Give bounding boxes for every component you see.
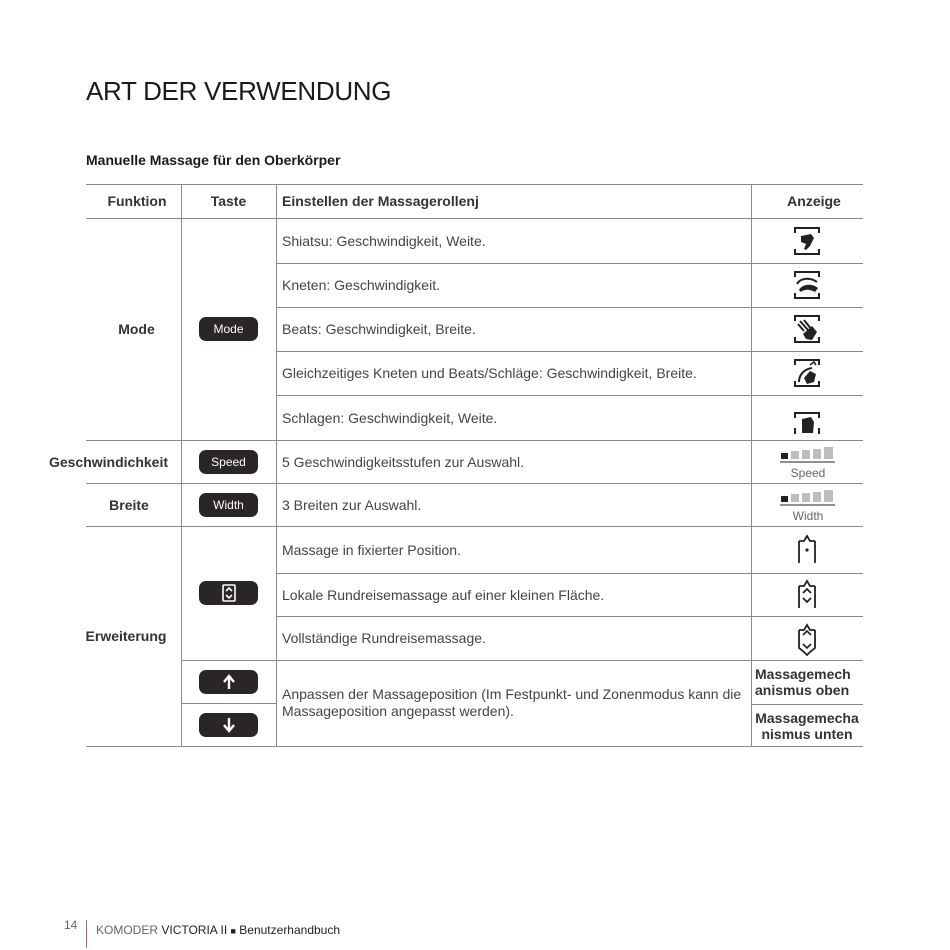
extension-row-local: Lokale Rundreisemassage auf einer kleinen Fläche.: [282, 586, 605, 603]
massage-mechanism-down-label: Massagemecha nismus unten: [755, 710, 859, 742]
speed-level-indicator: [780, 446, 836, 480]
knead-beat-icon: [790, 356, 824, 390]
massage-mechanism-up-label: Massagemech anismus oben: [755, 666, 851, 698]
roundtrip-icon: [220, 583, 238, 603]
function-extension: Erweiterung: [85, 628, 167, 644]
level-bars-icon: [780, 489, 836, 506]
function-width: Breite: [109, 496, 149, 513]
shiatsu-icon: [790, 224, 824, 258]
up-key: [199, 670, 258, 694]
page-title: ART DER VERWENDUNG: [86, 76, 392, 106]
mode-row-beats: Beats: Geschwindigkeit, Breite.: [282, 321, 476, 337]
full-roundtrip-icon: [796, 622, 818, 656]
function-mode: Mode: [118, 321, 155, 337]
speed-indicator-label: Speed: [790, 466, 826, 480]
footer-brand: KOMODER: [96, 923, 159, 937]
extension-key: [199, 581, 258, 605]
level-bars-icon: [780, 446, 836, 463]
adjust-position-description: Anpassen der Massageposition (Im Festpunkt- und Zonenmodus kann die Massageposition angepasst werden).: [282, 686, 742, 719]
width-key: Width: [199, 493, 258, 517]
local-roundtrip-icon: [796, 578, 818, 612]
speed-description: 5 Geschwindigkeitsstufen zur Auswahl.: [282, 453, 525, 470]
mode-row-kneading: Kneten: Geschwindigkeit.: [282, 277, 440, 293]
beats-icon: [790, 312, 824, 346]
footer-divider: [86, 920, 87, 948]
mode-row-knead-beat: Gleichzeitiges Kneten und Beats/Schläge: Geschwindigkeit, Breite.: [282, 365, 697, 381]
arrow-up-icon: [222, 674, 236, 690]
mode-row-tapping: Schlagen: Geschwindigkeit, Weite.: [282, 409, 498, 426]
page-number: 14: [64, 918, 78, 932]
mode-row-shiatsu: Shiatsu: Geschwindigkeit, Weite.: [282, 232, 486, 249]
speed-key: Speed: [199, 450, 258, 474]
footer-separator: ■: [230, 926, 236, 936]
width-indicator-label: Width: [792, 509, 824, 523]
mode-key: Mode: [199, 317, 258, 341]
header-taste: Taste: [210, 193, 247, 209]
function-speed: Geschwindichkeit: [48, 453, 169, 470]
section-title: Manuelle Massage für den Oberkörper: [86, 152, 341, 168]
footer-brand-line: [96, 923, 340, 937]
header-einstellen: Einstellen der Massagerollenj: [282, 193, 479, 209]
fixed-position-icon: [796, 533, 818, 567]
header-funktion: Funktion: [107, 193, 167, 209]
footer-model: VICTORIA II: [161, 923, 228, 937]
extension-row-full: Vollständige Rundreisemassage.: [282, 630, 486, 646]
width-description: 3 Breiten zur Auswahl.: [282, 496, 422, 513]
down-key: [199, 713, 258, 737]
width-level-indicator: [780, 489, 836, 523]
header-anzeige: Anzeige: [787, 193, 841, 209]
kneading-icon: [790, 268, 824, 302]
extension-row-fixed: Massage in fixierter Position.: [282, 541, 461, 558]
footer-doc: Benutzerhandbuch: [239, 923, 341, 937]
tapping-icon: [790, 408, 824, 436]
arrow-down-icon: [222, 717, 236, 733]
